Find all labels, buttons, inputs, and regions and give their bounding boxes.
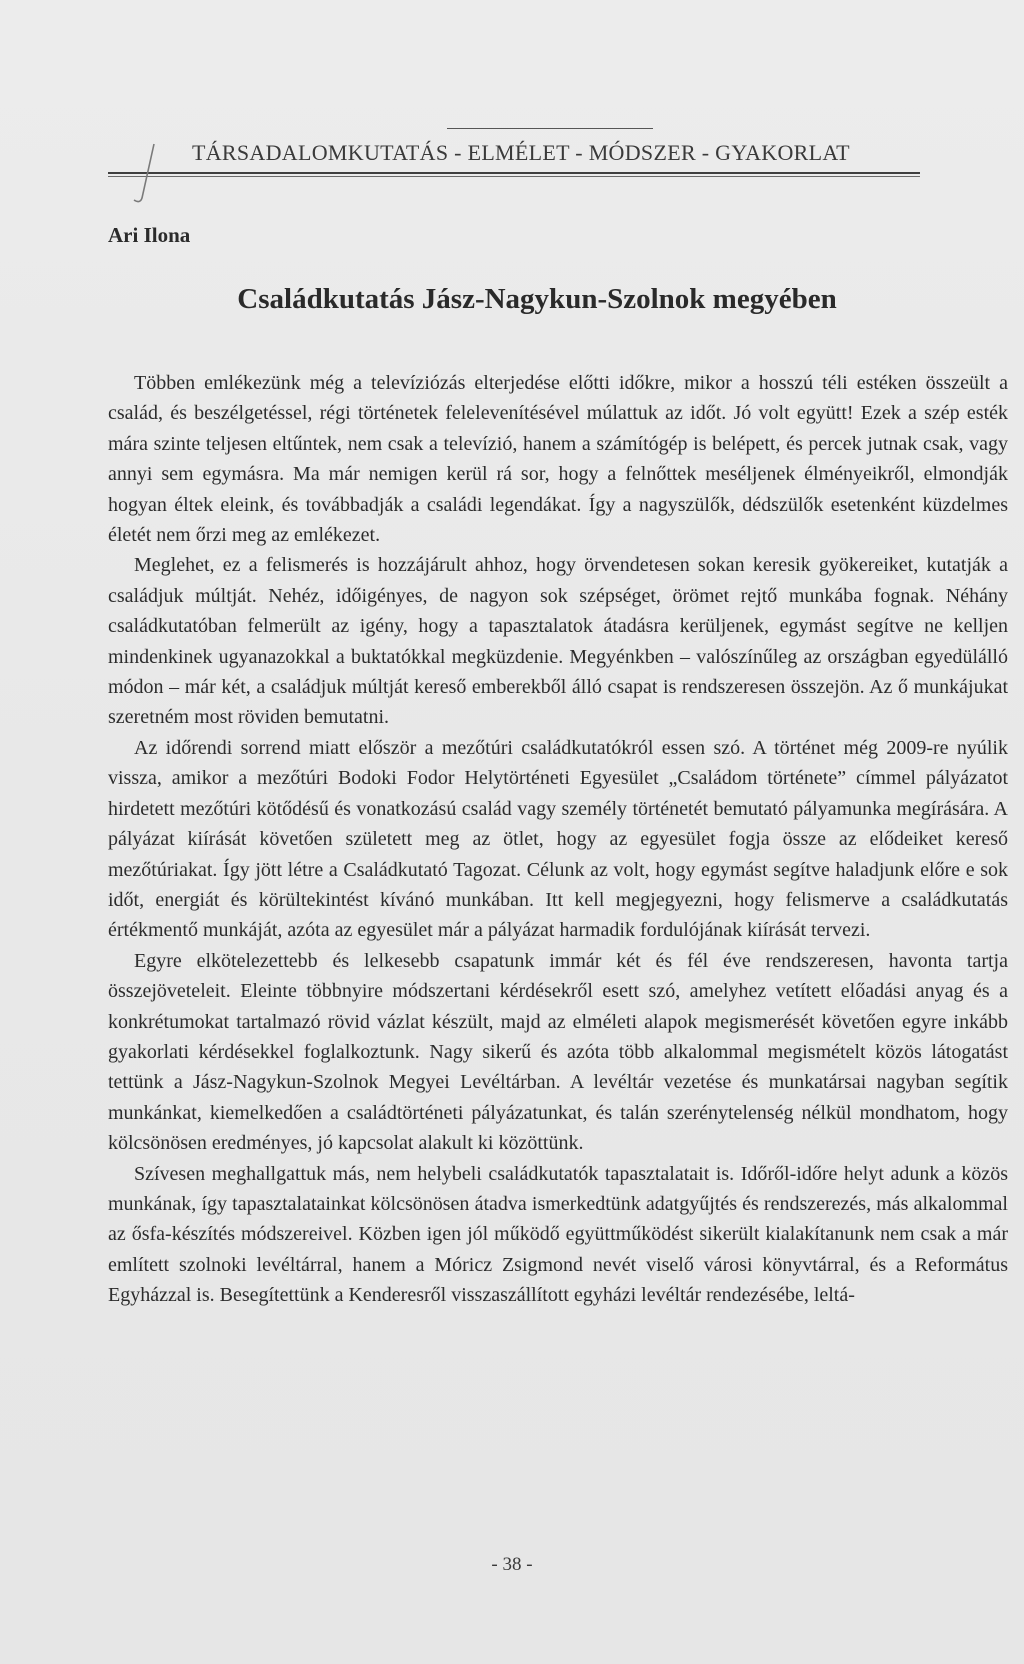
author-name: Ari Ilona [108, 223, 191, 247]
top-rule [447, 128, 653, 129]
running-header: TÁRSADALOMKUTATÁS - ELMÉLET - MÓDSZER - GYAKORLAT [192, 140, 850, 165]
paragraph: Az időrendi sorrend miatt először a mezőtúri családkutatókról essen szó. A történet még 2009-re nyúlik vissza, amikor a mezőtúri Bodoki Fodor Helytörténeti Egyesület „Családom története” címmel pályázatot hirdetett mezőtúri kötődésű és vonatkozású család vagy személy történetét bemutató pályamunka megírására. A pályázat kiírását követően született meg az ötlet, hogy az egyesület fogja össze az elődeiket kereső mezőtúriakat. Így jött létre a Családkutató Tagozat. Célunk az volt, hogy egymást segítve haladjunk előre e sok időt, energiát és körültekintést kívánó munkában. Itt kell megjegyezni, hogy felismerve a családkutatás értékmentő munkáját, azóta az egyesület már a pályázat harmadik fordulójának kiírását tervezi. [108, 736, 1008, 942]
paragraph: Szívesen meghallgattuk más, nem helybeli családkutatók tapasztalatait is. Időről-időre helyt adunk a közös munkának, így tapasztalatainkat kölcsönösen átadva ismerkedtünk adatgyűjtés és rendszerezés, más alkalommal az ősfa-készítés módszereivel. Közben igen jól működő együttműködést sikerült kialakítanunk nem csak a már említett szolnoki levéltárral, hanem a Móricz Zsigmond nevét viselő városi könyvtárral, és a Református Egyházzal is. Besegítettünk a Kenderesről visszaszállított egyházi levéltár rendezésébe, leltá- [108, 1162, 1008, 1307]
header-rule-thin [108, 176, 920, 177]
article-title: Családkutatás Jász-Nagykun-Szolnok megyében [237, 283, 837, 315]
paragraph: Meglehet, ez a felismerés is hozzájárult ahhoz, hogy örvendetesen sokan keresik gyökereiket, kutatják a családjuk múltját. Nehéz, időigényes, de nagyon sok szépséget, örömet rejtő munkába fognak. Néhány családkutatóban felmerült az igény, hogy a tapasztalatok átadásra kerüljenek, egymást segítve ne kelljen mindenkinek ugyanazokkal a buktatókkal megküzdenie. Megyénkben – valószínűleg az országban egyedülálló módon – már két, a családjuk múltját kereső emberekből álló csapat is rendszeresen összejön. Az ő munkájukat szeretném most röviden bemutatni. [108, 554, 1008, 729]
paragraph: Egyre elkötelezettebb és lelkesebb csapatunk immár két és fél éve rendszeresen, havonta tartja összejöveteleit. Eleinte többnyire módszertani kérdésekről esett szó, amelyhez vetített előadási anyag és a konkrétumokat tartalmazó rövid vázlat készült, majd az elméleti alapok megismerését követően egyre inkább gyakorlati kérdésekkel foglalkoztunk. Nagy sikerű és azóta több alkalommal megismételt közös látogatást tettünk a Jász-Nagykun-Szolnok Megyei Levéltárban. A levéltár vezetése és munkatársai nagyban segítik munkánkat, kiemelkedően a családtörténeti pályázatunkat, és talán szerénytelenség nélkül mondhatom, hogy kölcsönösen eredményes, jó kapcsolat alakult ki közöttünk. [108, 949, 1008, 1155]
header-rule [108, 172, 920, 174]
page-number: - 38 - [491, 1554, 533, 1575]
paragraph: Többen emlékezünk még a televíziózás elterjedése előtti időkre, mikor a hosszú téli estéken összeült a család, és beszélgetéssel, régi történetek felelevenítésével múlattuk az időt. Jó volt együtt! Ezek a szép esték mára szinte teljesen eltűntek, nem csak a televízió, hanem a számítógép is belépett, és percek jutnak csak, vagy annyi sem egymásra. Ma már nemigen kerül rá sor, hogy a felnőttek meséljenek élményeikről, elmondják hogyan éltek eleink, és továbbadják a családi legendákat. Így a nagyszülők, dédszülők esetenként küzdelmes életét nem őrzi meg az emlékezet. [108, 372, 1008, 547]
article-body [108, 368, 1008, 1311]
pen-mark-icon [120, 140, 160, 210]
